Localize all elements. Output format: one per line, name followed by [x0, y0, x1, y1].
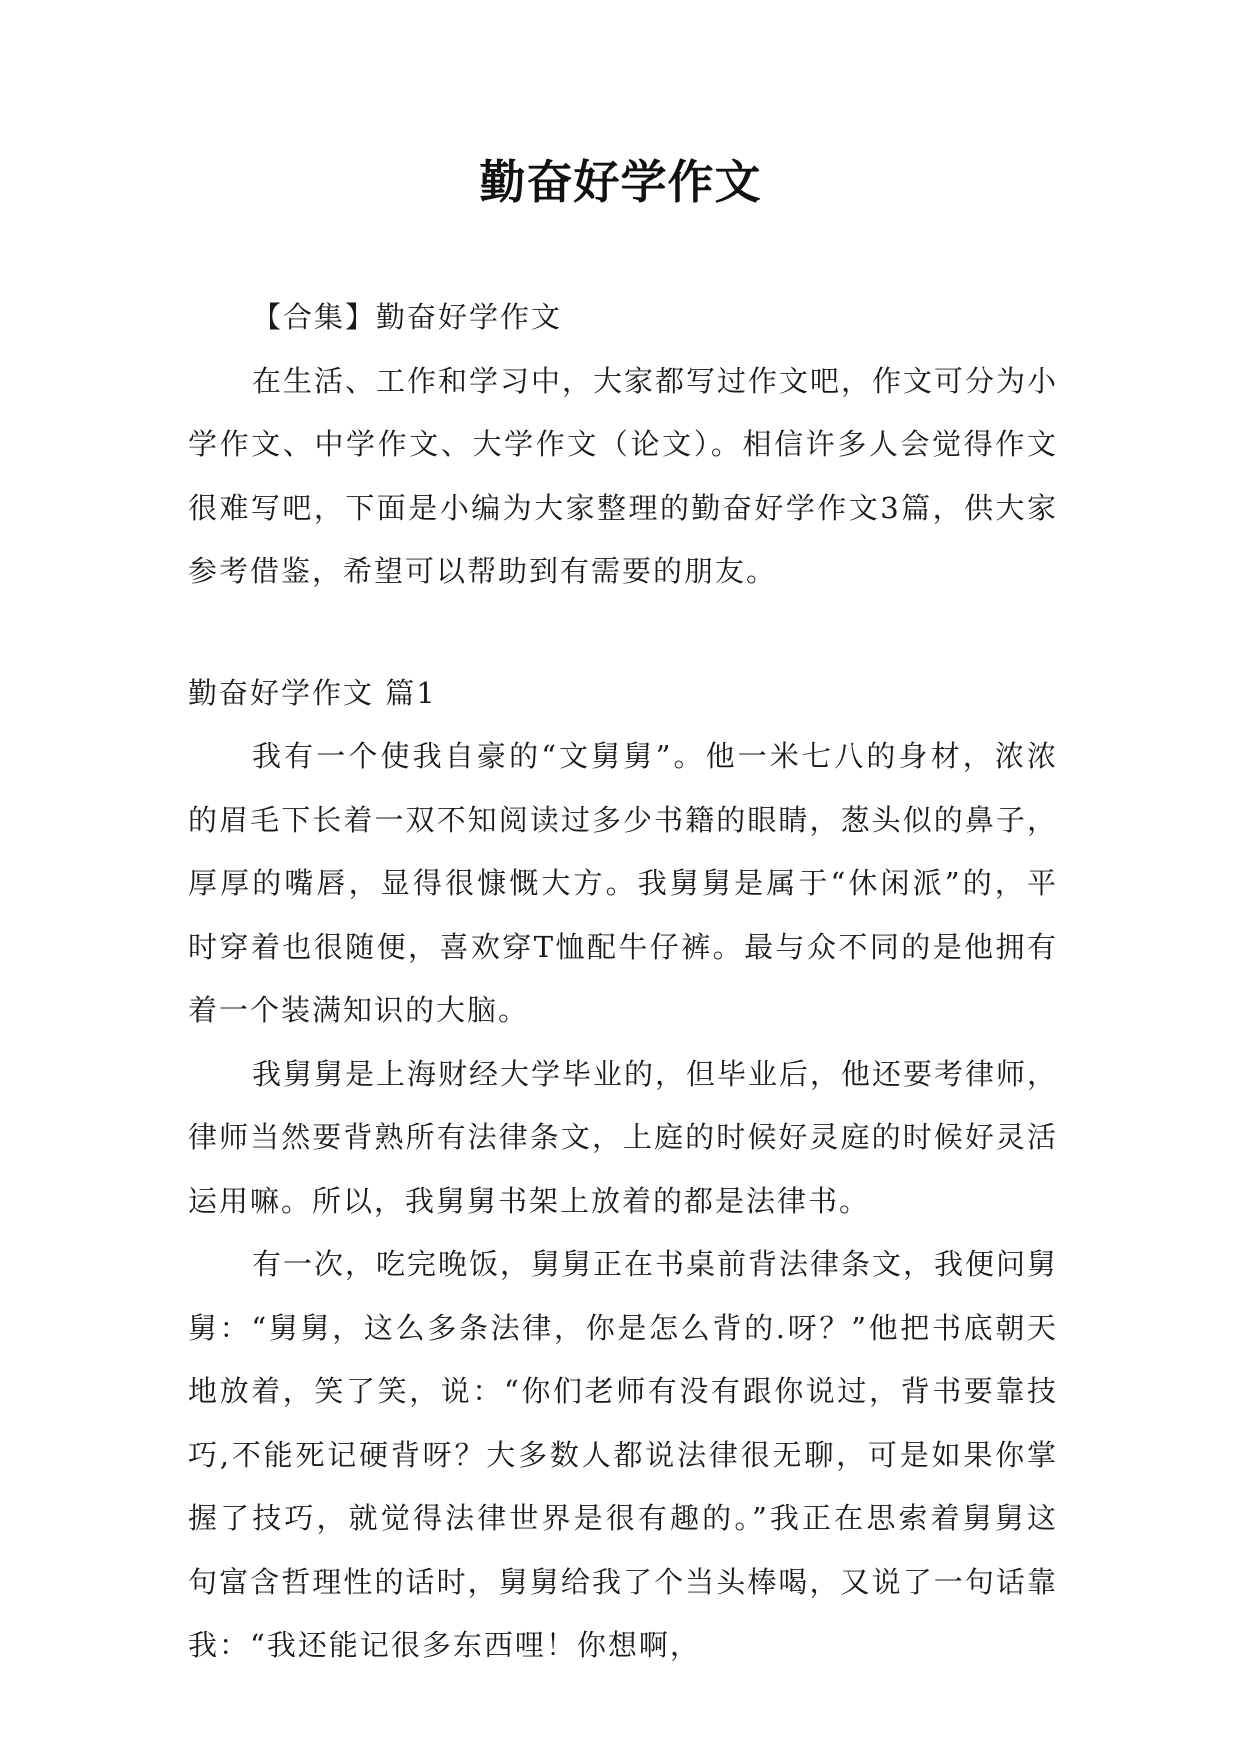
body-paragraph: 有一次，吃完晚饭，舅舅正在书桌前背法律条文，我便问舅舅：“舅舅，这么多条法律，你是怎么背的.呀？”他把书底朝天地放着，笑了笑，说：“你们老师有没有跟你说过，背书要靠技巧,不能死记硬背呀？大多数人都说法律很无聊，可是如果你掌握了技巧，就觉得法律世界是很有趣的。”我正在思索着舅舅这句富含哲理性的话时，舅舅给我了个当头棒喝，又说了一句话靠我：“我还能记很多东西哩！你想啊， [188, 1247, 1059, 1662]
section-heading: 勤奋好学作文 篇1 [188, 675, 437, 710]
intro-paragraph: 在生活、工作和学习中，大家都写过作文吧，作文可分为小学作文、中学作文、大学作文（论文）。相信许多人会觉得作文很难写吧，下面是小编为大家整理的勤奋好学作文3篇，供大家参考借鉴，希望可以帮助到有需要的朋友。 [188, 363, 1059, 588]
document-title: 勤奋好学作文 [479, 155, 762, 209]
body-paragraph: 我有一个使我自豪的“文舅舅”。他一米七八的身材，浓浓的眉毛下长着一双不知阅读过多少书籍的眼睛，葱头似的鼻子，厚厚的嘴唇，显得很慷慨大方。我舅舅是属于“休闲派”的，平时穿着也很随便，喜欢穿T恤配牛仔裤。最与众不同的是他拥有着一个装满知识的大脑。 [188, 739, 1058, 1027]
document-body [188, 286, 1058, 1678]
collection-line: 【合集】勤奋好学作文 [252, 300, 563, 334]
body-paragraph: 我舅舅是上海财经大学毕业的，但毕业后，他还要考律师，律师当然要背熟所有法律条文，上庭的时候好灵庭的时候好灵活运用嘛。所以，我舅舅书架上放着的都是法律书。 [188, 1056, 1059, 1218]
